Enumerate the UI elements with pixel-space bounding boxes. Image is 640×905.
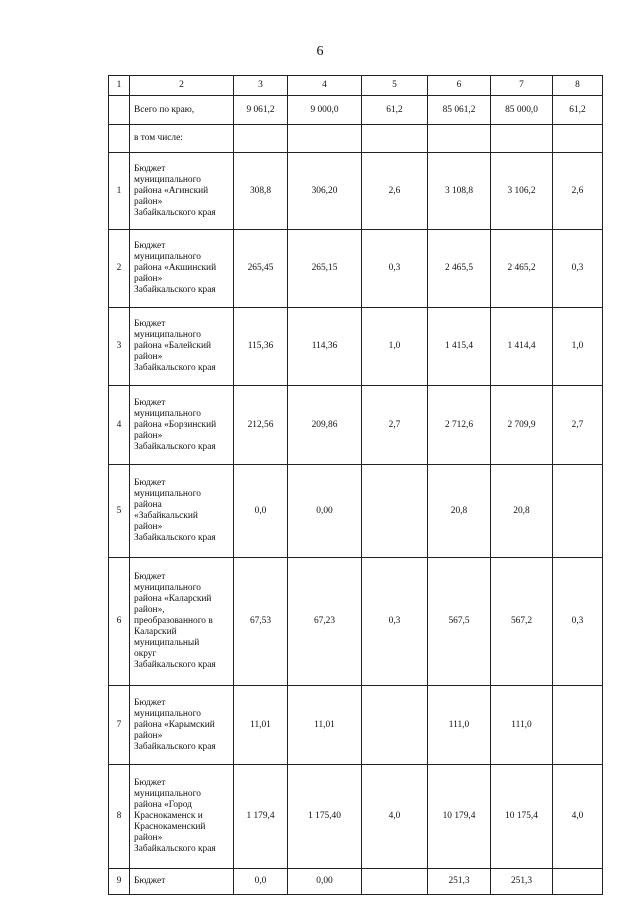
table-row (109, 686, 603, 765)
budget-name-line: Забайкальского края (134, 441, 216, 452)
value-cell-col7: 1 414,4 (491, 308, 553, 386)
value-cell-col5: 4,0 (362, 765, 428, 869)
value-cell-col6: 2 712,6 (428, 386, 491, 465)
budget-name-line: Бюджет (134, 241, 166, 251)
row-number: 8 (109, 765, 130, 869)
value-cell-col5: 1,0 (362, 308, 428, 386)
row-number: 9 (109, 869, 130, 895)
value-cell-col7: 3 106,2 (491, 153, 553, 230)
value-cell-col4: 114,36 (288, 308, 362, 386)
budget-name-line: Забайкальского края (134, 844, 216, 854)
table-row (109, 153, 603, 230)
budget-name-cell (130, 686, 234, 765)
budget-name-line: район», (134, 605, 165, 615)
budget-name-cell (130, 230, 234, 308)
budget-name-line: округ (134, 649, 157, 659)
value-cell-col6: 1 415,4 (428, 308, 491, 386)
value-cell-col3: 308,8 (234, 153, 288, 230)
value-cell-col4: 209,86 (288, 386, 362, 465)
budget-name-line: Бюджет (134, 778, 166, 788)
budget-name-cell (130, 465, 234, 558)
budget-name-line: Бюджет (134, 319, 166, 329)
budget-name-line: Забайкальского края (134, 660, 216, 670)
row-number: 7 (109, 686, 130, 765)
value-cell-col5 (362, 869, 428, 895)
value-cell-col7: 20,8 (491, 465, 553, 558)
budget-name-line: преобразованного в (134, 616, 213, 626)
value-cell-col5: 0,3 (362, 230, 428, 308)
budget-name-line: Забайкальского края (134, 207, 216, 218)
budget-name-line: район» (134, 352, 163, 362)
budget-name-line: Забайкальского края (134, 741, 216, 752)
total-value-col7: 85 000,0 (491, 96, 553, 125)
value-cell-col8: 0,3 (553, 558, 603, 686)
budget-name-line: района «Каларский (134, 594, 212, 604)
budget-name-line: района «Агинский (134, 185, 209, 196)
budget-name-line: Бюджет (134, 697, 166, 708)
budget-name-line: района «Карымский (134, 719, 215, 730)
total-value-col8: 61,2 (553, 96, 603, 125)
value-cell-col7: 251,3 (491, 869, 553, 895)
row-number: 6 (109, 558, 130, 686)
row-number: 3 (109, 308, 130, 386)
value-cell-col6: 2 465,5 (428, 230, 491, 308)
budget-name-line: район» (134, 430, 163, 441)
row-number: 5 (109, 465, 130, 558)
column-header-5: 5 (362, 76, 428, 96)
budget-name-line: района «Акшинский (134, 263, 217, 273)
value-cell-col7: 2 709,9 (491, 386, 553, 465)
row-number: 4 (109, 386, 130, 465)
value-cell-col5 (362, 686, 428, 765)
value-cell-col4: 306,20 (288, 153, 362, 230)
budget-name-line: муниципального (134, 708, 201, 719)
value-cell-col3: 1 179,4 (234, 765, 288, 869)
budget-name-line: район» (134, 274, 163, 284)
value-cell-col4: 1 175,40 (288, 765, 362, 869)
including-empty-cell (288, 125, 362, 153)
value-cell-col8: 2,6 (553, 153, 603, 230)
value-cell-col5: 2,6 (362, 153, 428, 230)
table-row (109, 558, 603, 686)
value-cell-col7: 2 465,2 (491, 230, 553, 308)
total-value-col3: 9 061,2 (234, 96, 288, 125)
column-header-3: 3 (234, 76, 288, 96)
value-cell-col6: 3 108,8 (428, 153, 491, 230)
value-cell-col3: 0,0 (234, 869, 288, 895)
including-empty-cell (553, 125, 603, 153)
budget-name-line: Каларский (134, 627, 177, 637)
value-cell-col6: 10 179,4 (428, 765, 491, 869)
page-number: 6 (316, 44, 324, 59)
value-cell-col8 (553, 869, 603, 895)
budget-name-line: Забайкальского края (134, 363, 216, 373)
including-empty-cell (428, 125, 491, 153)
column-header-8: 8 (553, 76, 603, 96)
table-row (109, 465, 603, 558)
value-cell-col4: 265,15 (288, 230, 362, 308)
column-header-1: 1 (109, 76, 130, 96)
value-cell-col3: 0,0 (234, 465, 288, 558)
budget-name-line: муниципального (134, 489, 201, 499)
total-value-col6: 85 061,2 (428, 96, 491, 125)
value-cell-col6: 567,5 (428, 558, 491, 686)
table-row (109, 869, 603, 895)
total-label: Всего по краю, (130, 96, 234, 125)
budget-name-line: муниципального (134, 330, 201, 340)
budget-name-line: района «Балейский (134, 341, 211, 351)
value-cell-col4: 0,00 (288, 465, 362, 558)
column-header-7: 7 (491, 76, 553, 96)
total-row (109, 96, 603, 125)
column-number-row (109, 76, 603, 96)
budget-name-line: муниципального (134, 408, 201, 419)
value-cell-col8: 2,7 (553, 386, 603, 465)
value-cell-col6: 111,0 (428, 686, 491, 765)
value-cell-col8: 4,0 (553, 765, 603, 869)
value-cell-col5 (362, 465, 428, 558)
budget-name-cell (130, 386, 234, 465)
value-cell-col8: 0,3 (553, 230, 603, 308)
table-row (109, 765, 603, 869)
budget-name-cell (130, 153, 234, 230)
budget-name-line: район» (134, 833, 163, 843)
budget-name-cell (130, 558, 234, 686)
budget-name-line: Бюджет (134, 572, 166, 582)
value-cell-col8 (553, 686, 603, 765)
budget-name-line: муниципальный (134, 638, 200, 648)
value-cell-col7: 567,2 (491, 558, 553, 686)
row-number: 2 (109, 230, 130, 308)
budget-name-line: муниципального (134, 174, 201, 185)
row-number: 1 (109, 153, 130, 230)
budget-name-cell (130, 308, 234, 386)
value-cell-col8 (553, 465, 603, 558)
budget-name-line: Краснокаменск и (134, 811, 203, 821)
value-cell-col3: 115,36 (234, 308, 288, 386)
value-cell-col5: 0,3 (362, 558, 428, 686)
total-value-col5: 61,2 (362, 96, 428, 125)
budget-name-line: района (134, 500, 162, 510)
budget-name-line: район» (134, 196, 163, 207)
budget-name-line: район» (134, 730, 163, 741)
value-cell-col6: 20,8 (428, 465, 491, 558)
budget-name-line: Бюджет (134, 163, 166, 174)
value-cell-col3: 67,53 (234, 558, 288, 686)
total-num-cell (109, 96, 130, 125)
value-cell-col3: 265,45 (234, 230, 288, 308)
column-header-6: 6 (428, 76, 491, 96)
value-cell-col4: 0,00 (288, 869, 362, 895)
value-cell-col4: 11,01 (288, 686, 362, 765)
budget-name-line: Бюджет (134, 397, 166, 408)
column-header-2: 2 (130, 76, 234, 96)
including-empty-cell (362, 125, 428, 153)
budget-name-line: Забайкальского края (134, 285, 216, 295)
budget-name-line: района «Борзинский (134, 419, 217, 430)
table-row (109, 386, 603, 465)
budget-name-line: муниципального (134, 252, 201, 262)
value-cell-col4: 67,23 (288, 558, 362, 686)
budget-name-line: район» (134, 522, 163, 532)
budget-table (108, 75, 603, 895)
budget-name-cell (130, 765, 234, 869)
including-empty-cell (234, 125, 288, 153)
table-row (109, 230, 603, 308)
total-value-col4: 9 000,0 (288, 96, 362, 125)
budget-name-line: Краснокаменский (134, 822, 206, 832)
including-num-cell (109, 125, 130, 153)
including-label: в том числе: (130, 125, 234, 153)
including-empty-cell (491, 125, 553, 153)
budget-name-cell (130, 869, 234, 895)
budget-name-line: «Забайкальский (134, 511, 198, 521)
budget-name-line: Забайкальского края (134, 533, 216, 543)
table-row (109, 308, 603, 386)
column-header-4: 4 (288, 76, 362, 96)
budget-name-line: муниципального (134, 583, 201, 593)
value-cell-col6: 251,3 (428, 869, 491, 895)
budget-name-line: Бюджет (134, 876, 166, 886)
value-cell-col7: 111,0 (491, 686, 553, 765)
value-cell-col8: 1,0 (553, 308, 603, 386)
value-cell-col3: 212,56 (234, 386, 288, 465)
value-cell-col3: 11,01 (234, 686, 288, 765)
budget-name-line: района «Город (134, 800, 192, 810)
including-row (109, 125, 603, 153)
budget-name-line: Бюджет (134, 478, 166, 488)
value-cell-col5: 2,7 (362, 386, 428, 465)
budget-name-line: муниципального (134, 789, 201, 799)
value-cell-col7: 10 175,4 (491, 765, 553, 869)
